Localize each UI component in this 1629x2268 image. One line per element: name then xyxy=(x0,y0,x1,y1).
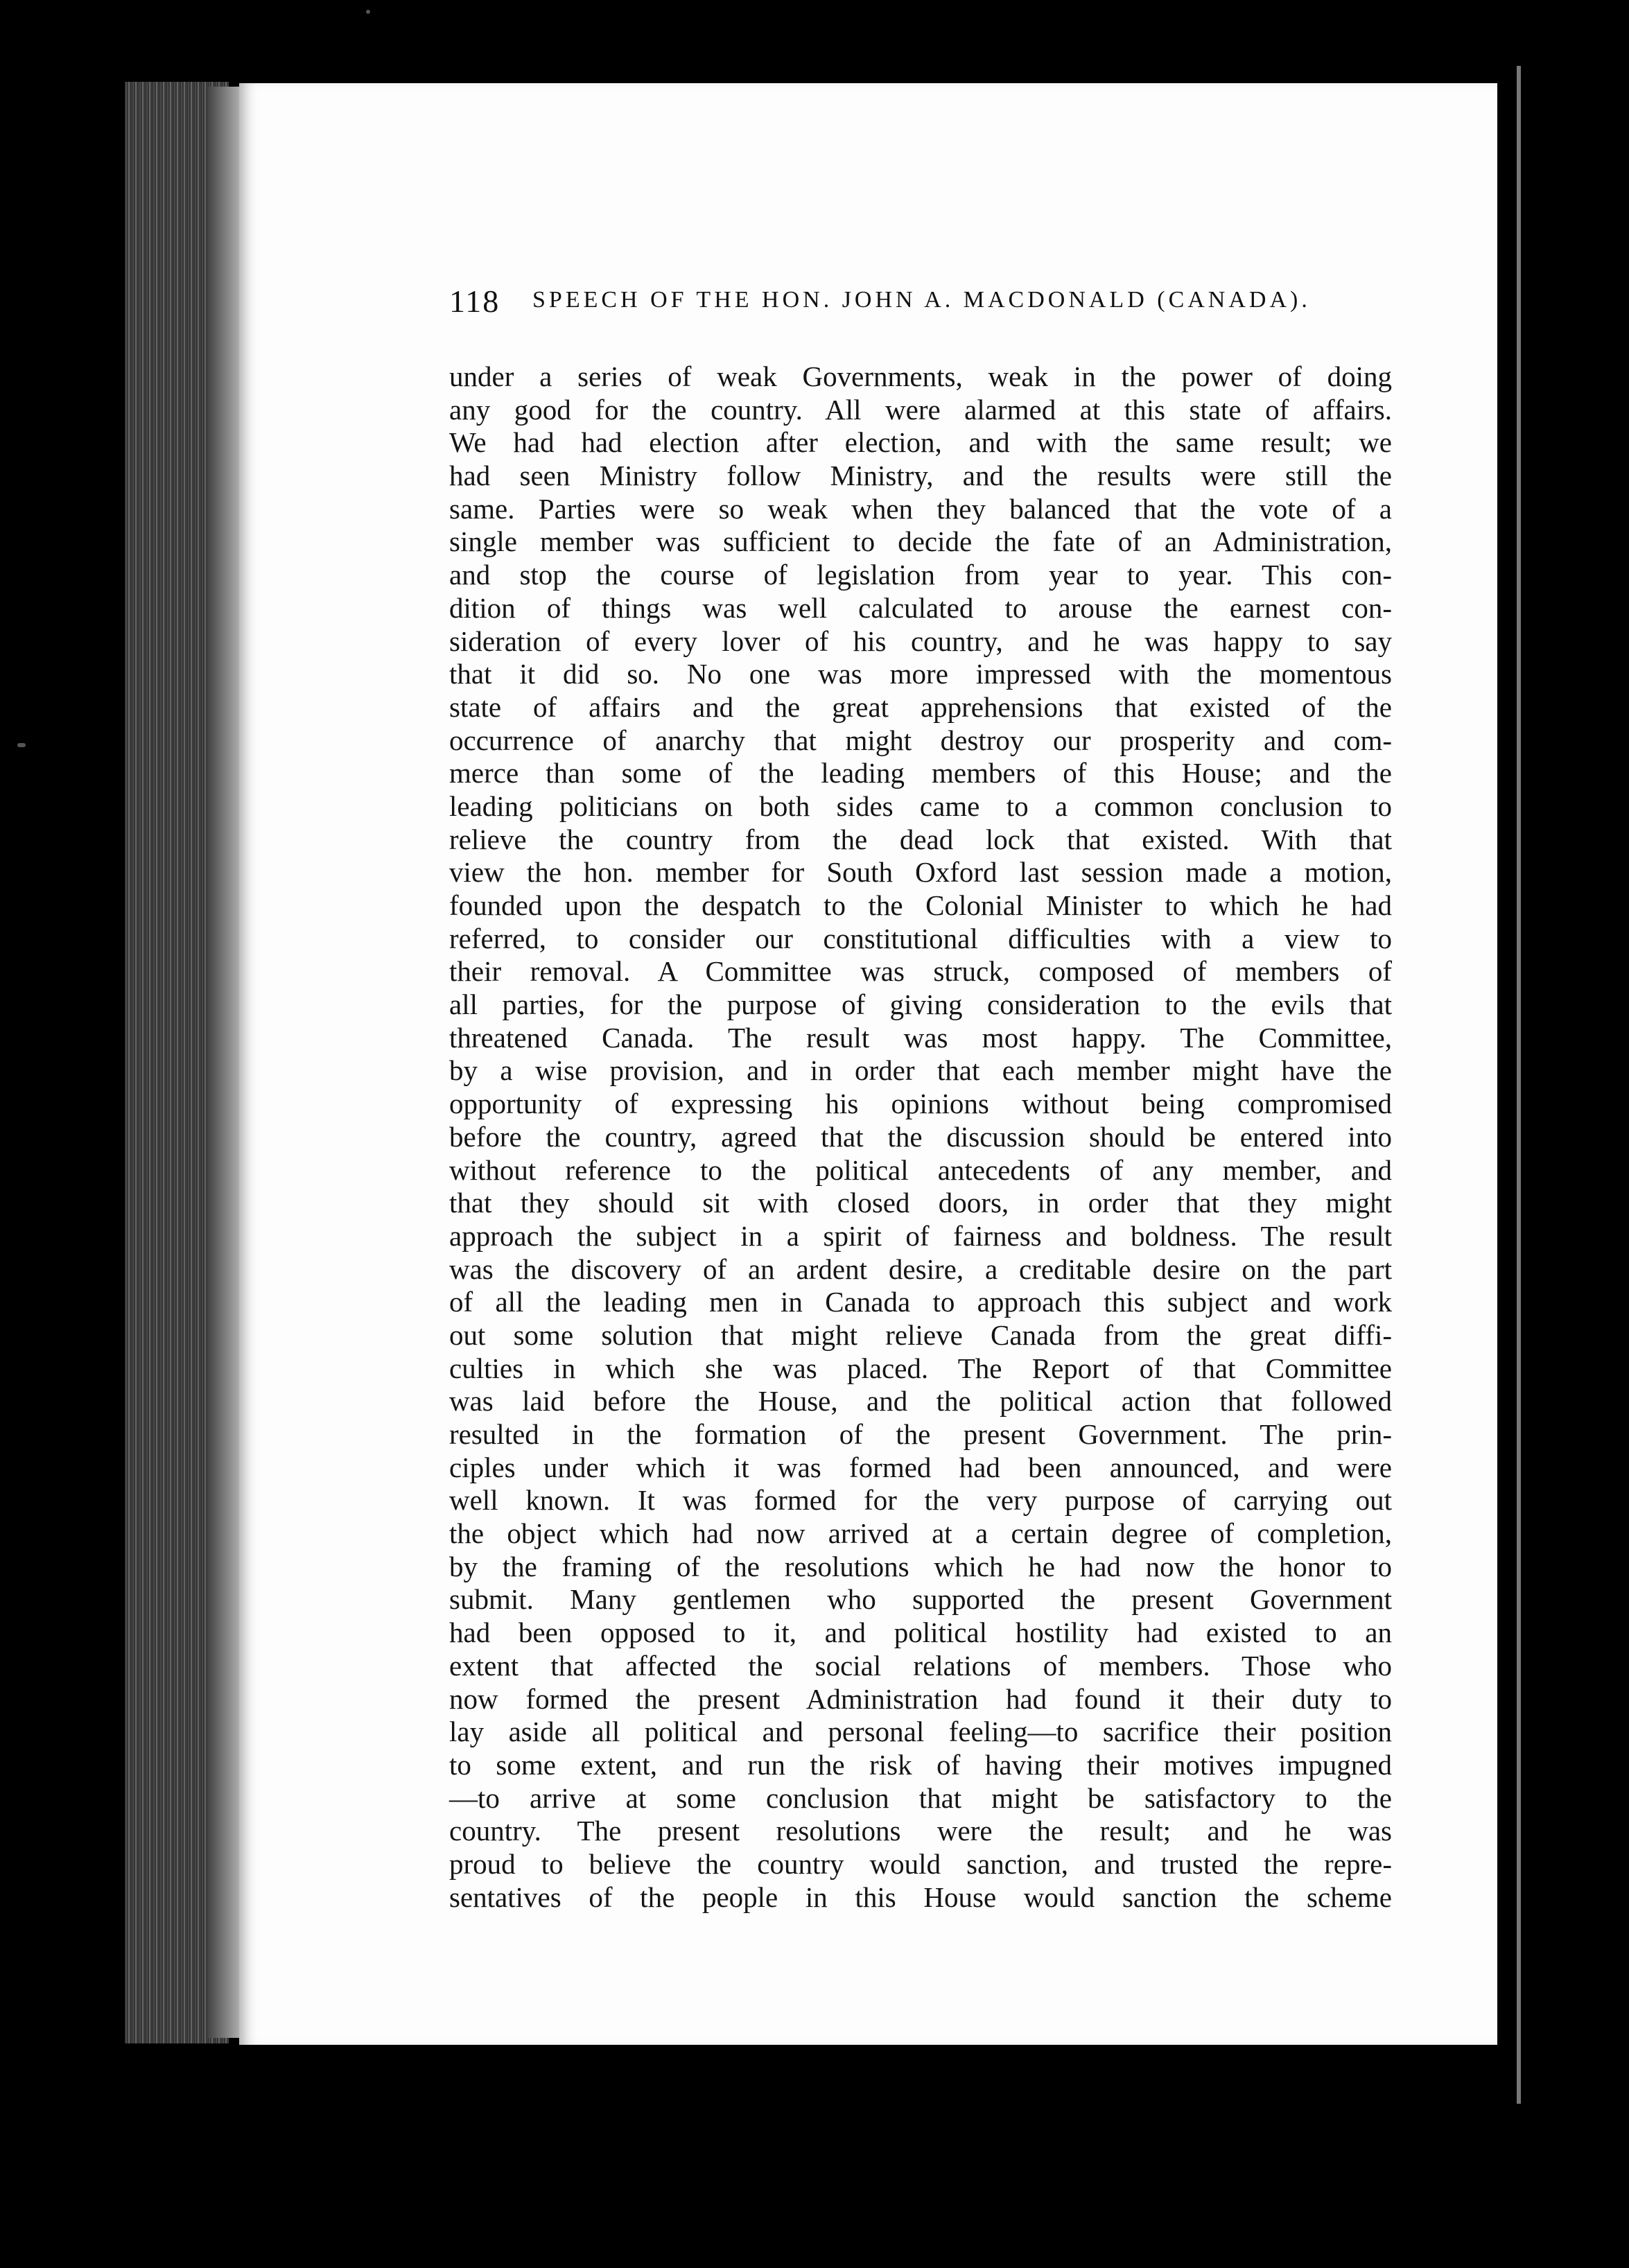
text-line: dition of things was well calculated to arouse the earnest con- xyxy=(449,591,1392,624)
text-line: that they should sit with closed doors, in order that they might xyxy=(449,1187,1392,1219)
text-line: referred, to consider our constitutional difficulties with a view to xyxy=(449,922,1392,954)
text-line: state of affairs and the great apprehensions that existed of the xyxy=(449,690,1392,723)
text-line: all parties, for the purpose of giving consideration to the evils that xyxy=(449,988,1392,1021)
text-line: their removal. A Committee was struck, composed of members of xyxy=(449,955,1392,988)
page-header xyxy=(449,283,1392,331)
text-line: and stop the course of legislation from year to year. This con- xyxy=(449,559,1392,591)
text-line: was laid before the House, and the political action that followed xyxy=(449,1385,1392,1418)
text-line: had been opposed to it, and political hostility had existed to an xyxy=(449,1616,1392,1649)
text-line: threatened Canada. The result was most happy. The Committee, xyxy=(449,1021,1392,1054)
text-line: extent that affected the social relations of members. Those who xyxy=(449,1649,1392,1682)
dust-speck xyxy=(17,743,26,747)
text-line: ciples under which it was formed had been announced, and were xyxy=(449,1451,1392,1483)
text-line: country. The present resolutions were the result; and he was xyxy=(449,1815,1392,1847)
text-line: by the framing of the resolutions which he had now the honor to xyxy=(449,1550,1392,1582)
text-line: view the hon. member for South Oxford last session made a motion, xyxy=(449,856,1392,889)
text-line: approach the subject in a spirit of fairness and boldness. The result xyxy=(449,1219,1392,1252)
text-line: out some solution that might relieve Canada from the great diffi- xyxy=(449,1318,1392,1351)
text-line: opportunity of expressing his opinions without being compromised xyxy=(449,1088,1392,1120)
text-line: same. Parties were so weak when they balanced that the vote of a xyxy=(449,492,1392,525)
text-line: resulted in the formation of the present Government. The prin- xyxy=(449,1418,1392,1450)
text-line: sentatives of the people in this House would sanction the scheme xyxy=(449,1881,1392,1913)
running-head: SPEECH OF THE HON. JOHN A. MACDONALD (CANADA). xyxy=(532,287,1311,313)
text-line: single member was sufficient to decide the fate of an Administration, xyxy=(449,525,1392,558)
text-line: had seen Ministry follow Ministry, and the results were still the xyxy=(449,460,1392,492)
text-line: without reference to the political antecedents of any member, and xyxy=(449,1153,1392,1186)
text-line: now formed the present Administration had found it their duty to xyxy=(449,1682,1392,1715)
text-line: merce than some of the leading members of this House; and the xyxy=(449,757,1392,790)
text-line: any good for the country. All were alarmed at this state of affairs. xyxy=(449,393,1392,426)
text-line: well known. It was formed for the very purpose of carrying out xyxy=(449,1484,1392,1517)
text-line: submit. Many gentlemen who supported the present Government xyxy=(449,1583,1392,1616)
text-line: occurrence of anarchy that might destroy our prosperity and com- xyxy=(449,724,1392,756)
text-line: proud to believe the country would sanction, and trusted the repre- xyxy=(449,1847,1392,1880)
text-line: before the country, agreed that the discussion should be entered into xyxy=(449,1120,1392,1153)
text-line: that it did so. No one was more impressed with the momentous xyxy=(449,658,1392,690)
text-line: lay aside all political and personal feeling—to sacrifice their position xyxy=(449,1716,1392,1748)
dust-speck xyxy=(366,10,370,14)
body-text xyxy=(449,360,1392,1914)
text-line: sideration of every lover of his country, and he was happy to say xyxy=(449,625,1392,657)
page-number: 118 xyxy=(449,284,500,319)
facing-page-edge xyxy=(1517,66,1629,2104)
text-line: of all the leading men in Canada to approach this subject and work xyxy=(449,1286,1392,1318)
text-line: was the discovery of an ardent desire, a creditable desire on the part xyxy=(449,1253,1392,1285)
text-line: relieve the country from the dead lock that existed. With that xyxy=(449,823,1392,855)
text-line: by a wise provision, and in order that each member might have the xyxy=(449,1054,1392,1087)
text-line: leading politicians on both sides came to a common conclusion to xyxy=(449,790,1392,822)
text-line: We had had election after election, and with the same result; we xyxy=(449,426,1392,459)
text-line: —to arrive at some conclusion that might be satisfactory to the xyxy=(449,1781,1392,1814)
text-line: the object which had now arrived at a certain degree of completion, xyxy=(449,1517,1392,1550)
text-line: culties in which she was placed. The Report of that Committee xyxy=(449,1352,1392,1384)
text-line: founded upon the despatch to the Colonial Minister to which he had xyxy=(449,889,1392,921)
text-line: under a series of weak Governments, weak in the power of doing xyxy=(449,360,1392,392)
text-line: to some extent, and run the risk of having their motives impugned xyxy=(449,1748,1392,1781)
